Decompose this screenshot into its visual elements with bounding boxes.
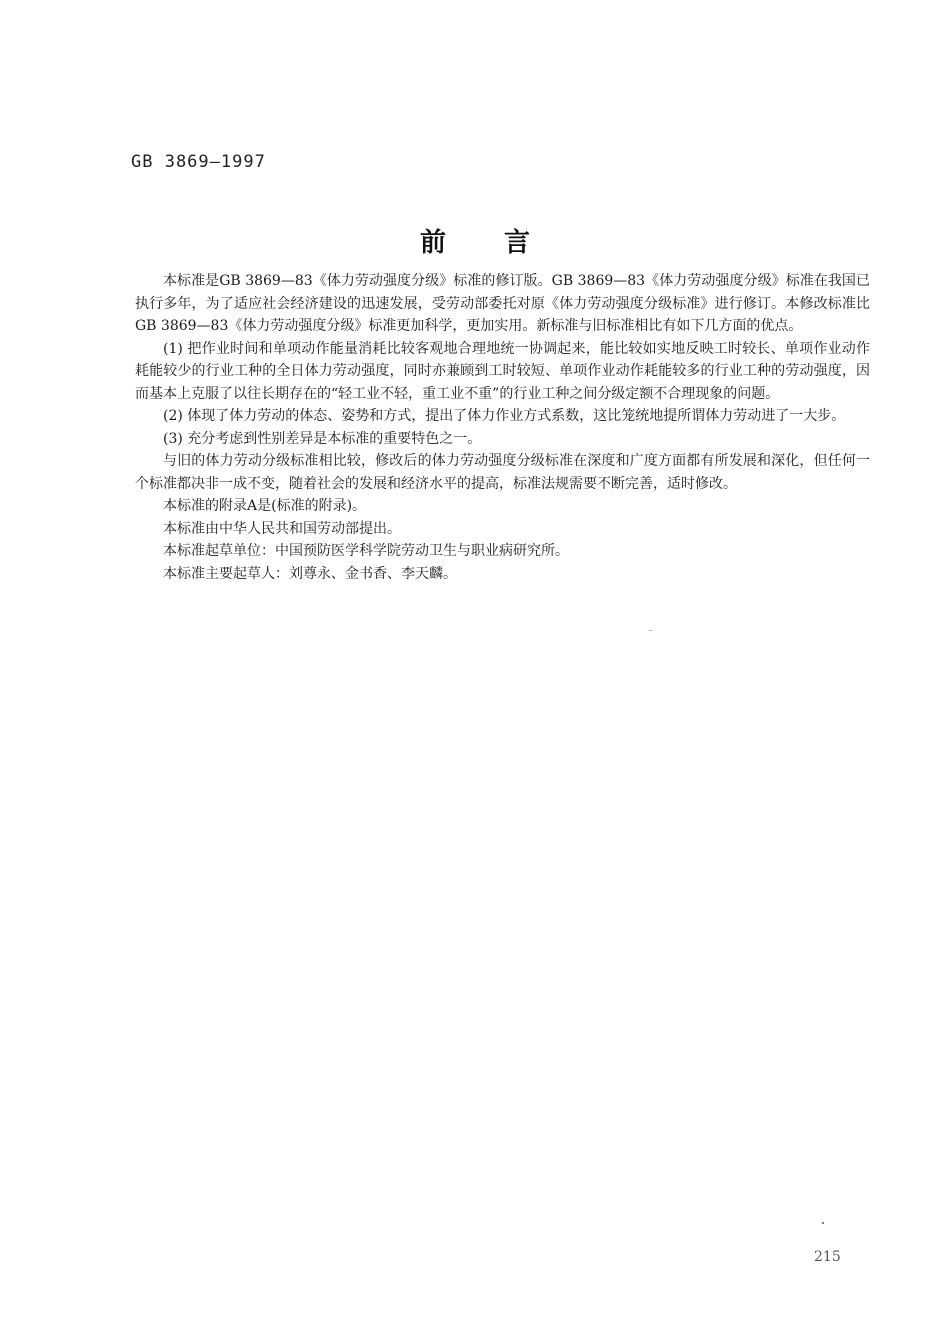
paragraph-point-2: (2) 体现了体力劳动的体态、姿势和方式，提出了体力作业方式系数，这比笼统地提所谓体力劳动进了一大步。: [163, 408, 846, 424]
paragraph-comparison: 与旧的体力劳动分级标准相比较，修改后的体力劳动强度分级标准在深度和广度方面都有所发展和深化，但任何一个标准都决非一成不变，随着社会的发展和经济水平的提高，标准法规需要不断完善，适时修改。: [135, 453, 870, 492]
standard-code: GB 3869—1997: [131, 152, 266, 172]
page-number: 215: [814, 1249, 841, 1265]
paragraph-drafting-unit: 本标准起草单位：中国预防医学科学院劳动卫生与职业病研究所。: [163, 543, 569, 559]
page-title: 前言: [419, 228, 588, 258]
paragraph-intro: 本标准是GB 3869—83《体力劳动强度分级》标准的修订版。GB 3869—83《体力劳动强度分级》标准在我国已执行多年，为了适应社会经济建设的迅速发展，受劳动部委托对原《体力劳动强度分级标准》进行修订。本修改标准比GB 3869—83《体力劳动强度分级》标准更加科学，更加实用。新标准与旧标准相比有如下几方面的优点。: [135, 273, 870, 334]
paragraph-proposer: 本标准由中华人民共和国劳动部提出。: [163, 520, 401, 537]
paragraph-point-3: (3) 充分考虑到性别差异是本标准的重要特色之一。: [163, 430, 482, 447]
paragraph-appendix: 本标准的附录A是(标准的附录)。: [163, 498, 367, 514]
preface-body: [135, 270, 870, 585]
scan-speck: [649, 630, 652, 631]
paragraph-point-1: (1) 把作业时间和单项动作能量消耗比较客观地合理地统一协调起来，能比较如实地反映工时较长、单项作业动作耗能较少的行业工种的全日体力劳动强度，同时亦兼顾到工时较短、单项作业动作耗能较多的行业工种的劳动强度，因而基本上克服了以往长期存在的“轻工业不轻，重工业不重”的行业工种之间分级定额不合理现象的问题。: [135, 340, 870, 402]
paragraph-drafters: 本标准主要起草人：刘尊永、金书香、李天麟。: [163, 565, 457, 582]
scan-dot: [822, 1222, 824, 1224]
